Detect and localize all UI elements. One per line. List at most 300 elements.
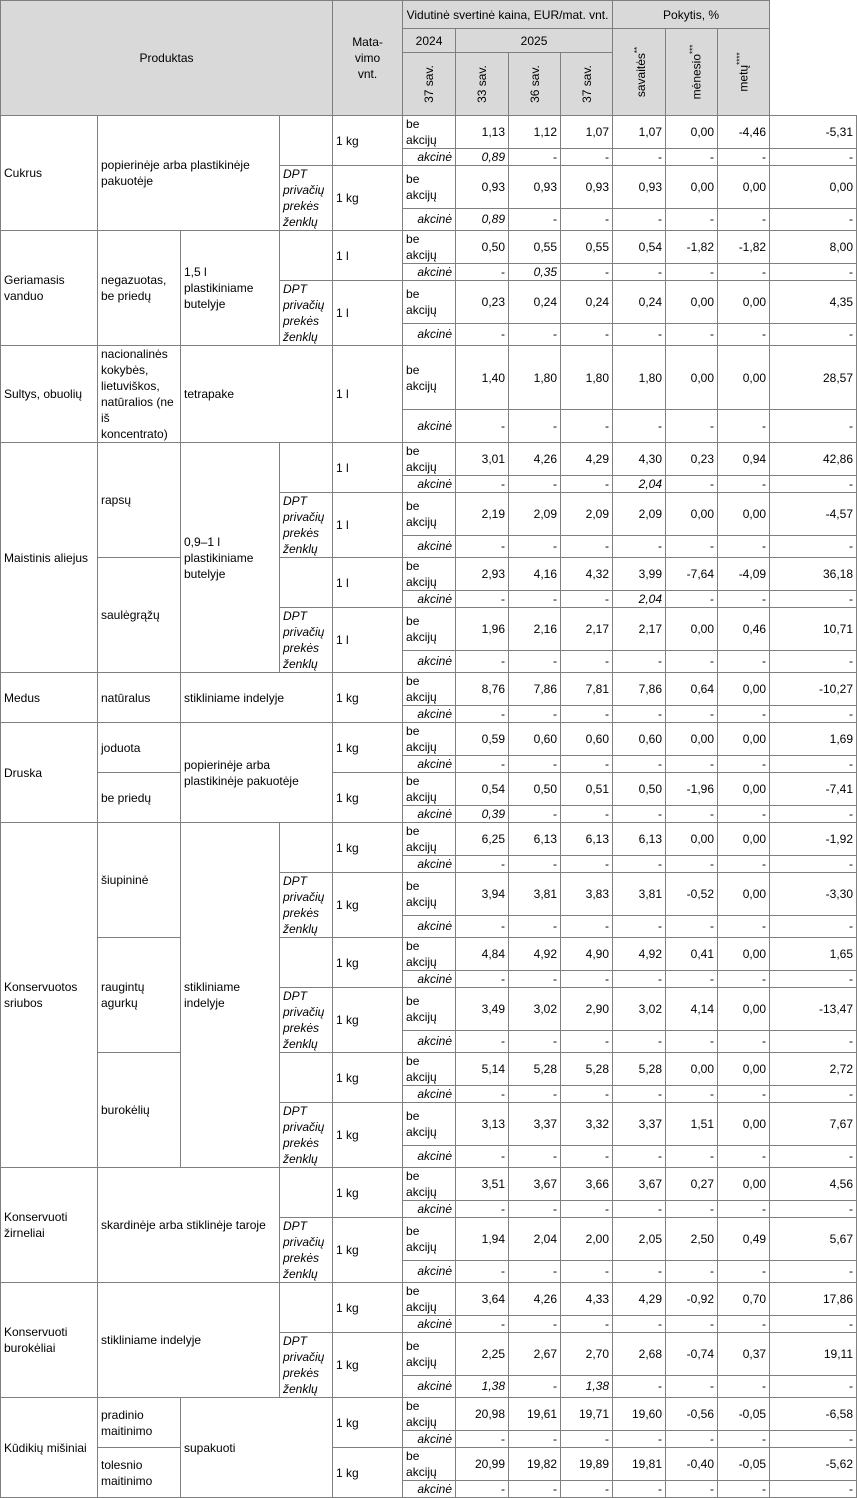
price-type-regular: be akcijų xyxy=(403,608,456,651)
dpt-label: DPT privačių prekės ženklų xyxy=(280,873,333,938)
change-cell: 0,37 xyxy=(718,1333,770,1376)
unit-cell: 1 kg xyxy=(333,773,403,823)
price-cell: - xyxy=(561,650,613,672)
change-cell: 1,69 xyxy=(770,723,857,756)
price-type-promo: akcinė xyxy=(403,856,456,873)
price-cell: - xyxy=(456,323,509,345)
price-cell: - xyxy=(561,1030,613,1052)
product-desc: tolesnio maitinimo xyxy=(98,1448,181,1498)
unit-cell: 1 kg xyxy=(333,988,403,1053)
price-cell: - xyxy=(561,1431,613,1448)
unit-cell: 1 kg xyxy=(333,1448,403,1498)
product-pack: 0,9–1 l plastikiniame butelyje xyxy=(181,443,280,673)
price-type-promo: akcinė xyxy=(403,476,456,493)
group-name: Geriamasis vanduo xyxy=(1,231,98,346)
group-name: Druska xyxy=(1,723,98,823)
change-cell: -5,31 xyxy=(770,116,857,149)
change-cell: - xyxy=(770,1201,857,1218)
change-cell: -4,57 xyxy=(770,493,857,536)
change-cell: - xyxy=(666,1431,718,1448)
unit-cell: 1 l xyxy=(333,281,403,346)
unit-cell: 1 kg xyxy=(333,1053,403,1103)
change-cell: - xyxy=(718,915,770,937)
change-cell: -4,09 xyxy=(718,558,770,591)
price-cell: 4,92 xyxy=(613,938,666,971)
price-cell: - xyxy=(613,971,666,988)
price-cell: 2,00 xyxy=(561,1218,613,1261)
product-pack: stikliniame indelyje xyxy=(98,1283,280,1398)
price-cell: - xyxy=(456,1431,509,1448)
change-cell: - xyxy=(770,1145,857,1167)
change-cell: 0,00 xyxy=(718,493,770,536)
change-cell: - xyxy=(770,1030,857,1052)
price-cell: 3,37 xyxy=(613,1103,666,1146)
price-cell: - xyxy=(613,1431,666,1448)
price-cell: - xyxy=(456,1481,509,1498)
price-cell: - xyxy=(456,706,509,723)
change-cell: - xyxy=(718,264,770,281)
change-cell: 10,71 xyxy=(770,608,857,651)
price-cell: 2,05 xyxy=(613,1218,666,1261)
price-cell: - xyxy=(613,915,666,937)
change-cell: -7,64 xyxy=(666,558,718,591)
product-desc: raugintų agurkų xyxy=(98,938,181,1053)
change-cell: 0,00 xyxy=(666,493,718,536)
price-type-promo: akcinė xyxy=(403,1201,456,1218)
group-name: Kūdikių mišiniai xyxy=(1,1398,98,1498)
change-cell: 1,65 xyxy=(770,938,857,971)
price-cell: 0,55 xyxy=(561,231,613,264)
change-cell: - xyxy=(770,535,857,557)
change-cell: - xyxy=(718,1260,770,1282)
price-cell: 0,24 xyxy=(561,281,613,324)
price-type-regular: be akcijų xyxy=(403,723,456,756)
change-cell: - xyxy=(718,1145,770,1167)
price-cell: 4,26 xyxy=(509,1283,561,1316)
price-cell: - xyxy=(509,915,561,937)
price-cell: 3,66 xyxy=(561,1168,613,1201)
price-cell: 5,28 xyxy=(613,1053,666,1086)
unit-cell: 1 l xyxy=(333,493,403,558)
unit-cell: 1 kg xyxy=(333,673,403,723)
product-pack: supakuoti xyxy=(181,1398,333,1498)
change-cell: 0,00 xyxy=(718,1168,770,1201)
price-cell: - xyxy=(561,971,613,988)
dpt-label: DPT privačių prekės ženklų xyxy=(280,281,333,346)
price-cell: 1,38 xyxy=(456,1375,509,1397)
price-type-regular: be akcijų xyxy=(403,1448,456,1481)
change-cell: 36,18 xyxy=(770,558,857,591)
price-type-regular: be akcijų xyxy=(403,1283,456,1316)
change-cell: 0,23 xyxy=(666,443,718,476)
price-cell: 4,32 xyxy=(561,558,613,591)
price-cell: 6,13 xyxy=(509,823,561,856)
brand-cell xyxy=(280,443,333,493)
change-cell: 2,50 xyxy=(666,1218,718,1261)
price-cell: 0,60 xyxy=(561,723,613,756)
price-cell: 3,81 xyxy=(509,873,561,916)
change-cell: - xyxy=(770,706,857,723)
change-cell: - xyxy=(770,1375,857,1397)
brand-cell xyxy=(280,1168,333,1218)
price-cell: 2,17 xyxy=(613,608,666,651)
price-cell: - xyxy=(561,1316,613,1333)
change-cell: 0,00 xyxy=(718,988,770,1031)
price-cell: 4,30 xyxy=(613,443,666,476)
price-cell: 1,38 xyxy=(561,1375,613,1397)
price-cell: - xyxy=(509,706,561,723)
price-cell: 1,13 xyxy=(456,116,509,149)
price-cell: 2,04 xyxy=(509,1218,561,1261)
change-cell: - xyxy=(718,410,770,443)
price-cell: 19,61 xyxy=(509,1398,561,1431)
price-cell: 0,89 xyxy=(456,149,509,166)
price-cell: 1,94 xyxy=(456,1218,509,1261)
price-type-regular: be akcijų xyxy=(403,231,456,264)
unit-cell: 1 kg xyxy=(333,1398,403,1448)
change-cell: - xyxy=(666,650,718,672)
price-cell: - xyxy=(613,1375,666,1397)
brand-cell xyxy=(280,116,333,166)
price-type-promo: akcinė xyxy=(403,971,456,988)
price-cell: 3,94 xyxy=(456,873,509,916)
price-cell: - xyxy=(509,1086,561,1103)
price-type-regular: be akcijų xyxy=(403,281,456,324)
price-cell: - xyxy=(456,264,509,281)
price-cell: 3,64 xyxy=(456,1283,509,1316)
price-type-promo: akcinė xyxy=(403,323,456,345)
header-week-37-2024: 37 sav. xyxy=(403,53,456,116)
change-cell: 19,11 xyxy=(770,1333,857,1376)
change-cell: - xyxy=(718,1481,770,1498)
price-cell: 2,09 xyxy=(509,493,561,536)
change-cell: 0,00 xyxy=(666,608,718,651)
price-cell: 0,89 xyxy=(456,208,509,230)
price-cell: 20,98 xyxy=(456,1398,509,1431)
change-cell: -7,41 xyxy=(770,773,857,806)
unit-cell: 1 kg xyxy=(333,1168,403,1218)
price-cell: - xyxy=(456,1030,509,1052)
price-cell: - xyxy=(456,476,509,493)
change-cell: - xyxy=(718,591,770,608)
price-cell: - xyxy=(509,410,561,443)
price-cell: - xyxy=(613,806,666,823)
price-type-regular: be akcijų xyxy=(403,558,456,591)
price-type-regular: be akcijų xyxy=(403,1398,456,1431)
price-type-promo: akcinė xyxy=(403,806,456,823)
change-cell: - xyxy=(718,149,770,166)
change-cell: -0,05 xyxy=(718,1448,770,1481)
price-cell: 3,51 xyxy=(456,1168,509,1201)
price-type-promo: akcinė xyxy=(403,1030,456,1052)
price-cell: 3,81 xyxy=(613,873,666,916)
change-cell: - xyxy=(666,149,718,166)
change-cell: 0,46 xyxy=(718,608,770,651)
header-week-37-2025: 37 sav. xyxy=(561,53,613,116)
product-desc: joduota xyxy=(98,723,181,773)
unit-cell: 1 l xyxy=(333,346,403,443)
change-cell: -1,92 xyxy=(770,823,857,856)
price-cell: - xyxy=(509,1431,561,1448)
price-cell: - xyxy=(509,535,561,557)
unit-cell: 1 kg xyxy=(333,1333,403,1398)
price-cell: 6,25 xyxy=(456,823,509,856)
unit-cell: 1 kg xyxy=(333,116,403,166)
price-cell: 0,35 xyxy=(509,264,561,281)
price-type-promo: akcinė xyxy=(403,264,456,281)
price-cell: - xyxy=(613,1086,666,1103)
price-type-promo: akcinė xyxy=(403,149,456,166)
change-cell: - xyxy=(666,706,718,723)
change-cell: 0,00 xyxy=(666,166,718,209)
change-cell: - xyxy=(718,806,770,823)
price-cell: - xyxy=(509,1260,561,1282)
unit-cell: 1 kg xyxy=(333,1103,403,1168)
change-cell: - xyxy=(770,208,857,230)
unit-cell: 1 kg xyxy=(333,1283,403,1333)
price-cell: 3,02 xyxy=(509,988,561,1031)
product-desc: negazuotas, be priedų xyxy=(98,231,181,346)
price-cell: 1,96 xyxy=(456,608,509,651)
product-desc: saulėgrąžų xyxy=(98,558,181,673)
price-cell: - xyxy=(509,476,561,493)
price-cell: - xyxy=(509,1030,561,1052)
price-type-regular: be akcijų xyxy=(403,673,456,706)
change-cell: - xyxy=(718,706,770,723)
change-cell: - xyxy=(718,756,770,773)
product-pack: skardinėje arba stiklinėje taroje xyxy=(98,1168,280,1283)
product-desc: nacionalinės kokybės, lietuviškos, natūralios (ne iš koncentrato) xyxy=(98,346,181,443)
price-cell: - xyxy=(613,208,666,230)
price-cell: - xyxy=(561,591,613,608)
change-cell: -6,58 xyxy=(770,1398,857,1431)
change-cell: 0,70 xyxy=(718,1283,770,1316)
price-cell: 19,82 xyxy=(509,1448,561,1481)
price-cell: - xyxy=(613,535,666,557)
price-type-promo: akcinė xyxy=(403,1375,456,1397)
price-cell: 0,59 xyxy=(456,723,509,756)
price-cell: - xyxy=(561,1086,613,1103)
change-cell: - xyxy=(666,971,718,988)
group-name: Konservuoti burokėliai xyxy=(1,1283,98,1398)
change-cell: - xyxy=(666,915,718,937)
price-cell: 2,70 xyxy=(561,1333,613,1376)
price-cell: 3,01 xyxy=(456,443,509,476)
unit-cell: 1 kg xyxy=(333,873,403,938)
price-type-promo: akcinė xyxy=(403,706,456,723)
group-name: Medus xyxy=(1,673,98,723)
change-cell: - xyxy=(666,323,718,345)
price-type-regular: be akcijų xyxy=(403,988,456,1031)
change-cell: - xyxy=(718,1201,770,1218)
price-cell: 20,99 xyxy=(456,1448,509,1481)
header-year-2024: 2024 xyxy=(403,29,456,53)
header-month-change: mėnesio*** xyxy=(666,29,718,116)
price-cell: - xyxy=(509,208,561,230)
price-cell: - xyxy=(509,1316,561,1333)
header-product: Produktas xyxy=(1,1,333,116)
price-cell: - xyxy=(456,1086,509,1103)
price-cell: 0,93 xyxy=(613,166,666,209)
price-type-promo: akcinė xyxy=(403,1145,456,1167)
change-cell: - xyxy=(666,208,718,230)
price-cell: - xyxy=(456,971,509,988)
change-cell: 0,00 xyxy=(718,873,770,916)
price-cell: - xyxy=(509,756,561,773)
change-cell: -0,05 xyxy=(718,1398,770,1431)
price-type-regular: be akcijų xyxy=(403,873,456,916)
price-cell: 4,29 xyxy=(561,443,613,476)
change-cell: - xyxy=(666,756,718,773)
price-cell: 3,32 xyxy=(561,1103,613,1146)
unit-cell: 1 kg xyxy=(333,723,403,773)
header-avg-price: Vidutinė svertinė kaina, EUR/mat. vnt. xyxy=(403,1,613,29)
change-cell: 0,00 xyxy=(666,281,718,324)
change-cell: - xyxy=(718,1086,770,1103)
price-type-promo: akcinė xyxy=(403,535,456,557)
product-desc: rapsų xyxy=(98,443,181,558)
price-cell: 2,09 xyxy=(613,493,666,536)
group-name: Cukrus xyxy=(1,116,98,231)
change-cell: - xyxy=(666,264,718,281)
price-cell: - xyxy=(509,1201,561,1218)
change-cell: -3,30 xyxy=(770,873,857,916)
price-cell: - xyxy=(509,323,561,345)
price-cell: 3,67 xyxy=(509,1168,561,1201)
price-cell: 4,92 xyxy=(509,938,561,971)
price-cell: 2,68 xyxy=(613,1333,666,1376)
change-cell: -4,46 xyxy=(718,116,770,149)
price-type-promo: akcinė xyxy=(403,915,456,937)
price-cell: 4,26 xyxy=(509,443,561,476)
price-cell: 2,67 xyxy=(509,1333,561,1376)
price-cell: 0,54 xyxy=(456,773,509,806)
price-type-promo: akcinė xyxy=(403,756,456,773)
group-name: Konservuoti žirneliai xyxy=(1,1168,98,1283)
header-unit: Mata- vimo vnt. xyxy=(333,1,403,116)
change-cell: 0,00 xyxy=(770,166,857,209)
change-cell: - xyxy=(770,1481,857,1498)
price-cell: - xyxy=(456,1316,509,1333)
change-cell: - xyxy=(718,650,770,672)
price-cell: - xyxy=(456,1260,509,1282)
price-cell: 19,81 xyxy=(613,1448,666,1481)
price-cell: - xyxy=(613,1316,666,1333)
header-week-change: savaitės** xyxy=(613,29,666,116)
price-cell: - xyxy=(456,756,509,773)
price-cell: 19,89 xyxy=(561,1448,613,1481)
price-cell: - xyxy=(456,1201,509,1218)
price-cell: - xyxy=(613,1481,666,1498)
price-cell: - xyxy=(509,971,561,988)
price-cell: - xyxy=(561,208,613,230)
change-cell: - xyxy=(770,1260,857,1282)
price-cell: - xyxy=(456,535,509,557)
price-cell: 3,37 xyxy=(509,1103,561,1146)
change-cell: - xyxy=(770,410,857,443)
price-type-regular: be akcijų xyxy=(403,116,456,149)
change-cell: 0,00 xyxy=(666,346,718,410)
price-cell: 4,90 xyxy=(561,938,613,971)
group-name: Sultys, obuolių xyxy=(1,346,98,443)
change-cell: - xyxy=(770,323,857,345)
price-cell: 4,84 xyxy=(456,938,509,971)
change-cell: - xyxy=(770,1316,857,1333)
group-name: Maistinis aliejus xyxy=(1,443,98,673)
change-cell: - xyxy=(718,1375,770,1397)
change-cell: -0,74 xyxy=(666,1333,718,1376)
price-cell: - xyxy=(613,323,666,345)
unit-cell: 1 kg xyxy=(333,166,403,231)
change-cell: 0,00 xyxy=(718,773,770,806)
price-type-regular: be akcijų xyxy=(403,1218,456,1261)
price-cell: - xyxy=(456,650,509,672)
unit-cell: 1 l xyxy=(333,443,403,493)
price-cell: - xyxy=(613,1145,666,1167)
product-pack: 1,5 l plastikiniame butelyje xyxy=(181,231,280,346)
price-cell: - xyxy=(613,149,666,166)
change-cell: - xyxy=(666,410,718,443)
change-cell: - xyxy=(770,915,857,937)
change-cell: 8,00 xyxy=(770,231,857,264)
price-cell: - xyxy=(561,410,613,443)
product-desc: šiupininė xyxy=(98,823,181,938)
change-cell: - xyxy=(666,1481,718,1498)
price-cell: 5,28 xyxy=(561,1053,613,1086)
price-cell: 1,07 xyxy=(561,116,613,149)
change-cell: 7,67 xyxy=(770,1103,857,1146)
change-cell: 4,56 xyxy=(770,1168,857,1201)
price-cell: 2,04 xyxy=(613,476,666,493)
change-cell: 0,00 xyxy=(718,281,770,324)
change-cell: - xyxy=(666,476,718,493)
price-cell: - xyxy=(613,264,666,281)
price-type-promo: akcinė xyxy=(403,208,456,230)
product-desc: popierinėje arba plastikinėje pakuotėje xyxy=(98,116,280,231)
price-cell: 0,24 xyxy=(509,281,561,324)
price-type-promo: akcinė xyxy=(403,591,456,608)
change-cell: -0,40 xyxy=(666,1448,718,1481)
change-cell: 0,64 xyxy=(666,673,718,706)
product-desc: be priedų xyxy=(98,773,181,823)
price-type-promo: akcinė xyxy=(403,410,456,443)
price-cell: 7,86 xyxy=(509,673,561,706)
product-pack: popierinėje arba plastikinėje pakuotėje xyxy=(181,723,333,823)
price-cell: - xyxy=(613,706,666,723)
price-cell: 3,67 xyxy=(613,1168,666,1201)
price-cell: - xyxy=(509,149,561,166)
price-cell: 1,07 xyxy=(613,116,666,149)
change-cell: - xyxy=(718,323,770,345)
price-cell: 6,13 xyxy=(561,823,613,856)
change-cell: - xyxy=(718,856,770,873)
change-cell: 0,00 xyxy=(718,673,770,706)
price-type-promo: akcinė xyxy=(403,1260,456,1282)
price-cell: 0,51 xyxy=(561,773,613,806)
change-cell: 0,00 xyxy=(718,823,770,856)
change-cell: 0,00 xyxy=(718,938,770,971)
change-cell: 0,00 xyxy=(718,723,770,756)
price-type-regular: be akcijų xyxy=(403,938,456,971)
change-cell: - xyxy=(666,1086,718,1103)
price-cell: 8,76 xyxy=(456,673,509,706)
price-cell: - xyxy=(509,1145,561,1167)
change-cell: 0,94 xyxy=(718,443,770,476)
change-cell: 4,35 xyxy=(770,281,857,324)
dpt-label: DPT privačių prekės ženklų xyxy=(280,608,333,673)
price-type-regular: be akcijų xyxy=(403,1053,456,1086)
change-cell: - xyxy=(666,1260,718,1282)
